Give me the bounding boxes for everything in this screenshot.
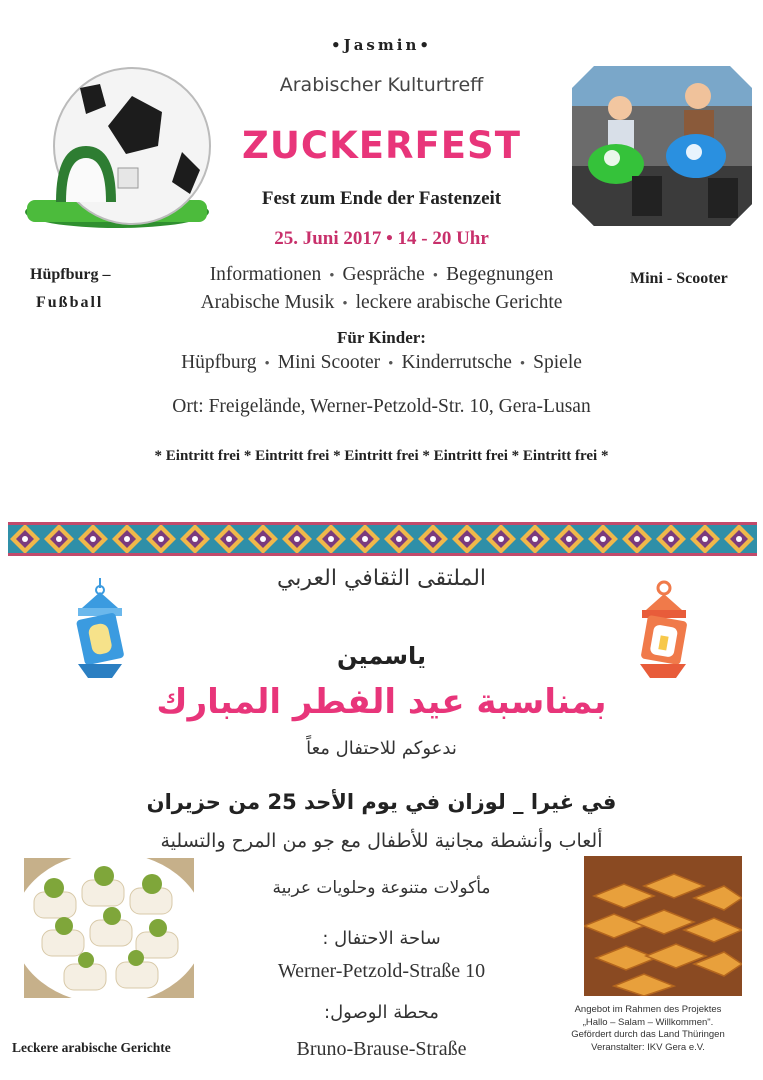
credit-line: Gefördert durch das Land Thüringen	[571, 1029, 725, 1040]
ornament-border-strip	[8, 522, 757, 556]
location-line: Ort: Freigelände, Werner-Petzold-Str. 10, Gera-Lusan	[172, 396, 591, 417]
program-item: Arabische Musik	[200, 292, 335, 313]
arabic-food: مأكولات متنوعة وحلويات عربية	[272, 878, 491, 898]
caption-bottom-left: Leckere arabische Gerichte	[12, 1040, 171, 1055]
program-item: Begegnungen	[446, 264, 554, 285]
event-title: ZUCKERFEST	[242, 124, 521, 167]
arabic-date-place: في غيرا _ لوزان في يوم الأحد 25 من حزيران	[146, 790, 617, 814]
kids-item: Spiele	[533, 352, 582, 373]
credit-line: Angebot im Rahmen des Projektes	[574, 1004, 722, 1015]
project-credit	[548, 1004, 748, 1054]
program-item: Informationen	[209, 264, 322, 285]
free-entry-line: * Eintritt frei * Eintritt frei * Eintritt frei * Eintritt frei * Eintritt frei *	[154, 448, 609, 464]
kids-item: Hüpfburg	[181, 352, 257, 373]
baklava-tray-photo	[584, 856, 742, 996]
arabic-station-label: محطة الوصول:	[324, 1002, 439, 1023]
caption-left-line2: Fußball	[36, 294, 104, 311]
kids-activities	[0, 352, 763, 374]
bullet-separator: •	[519, 356, 526, 372]
program-line-2	[0, 292, 763, 314]
tagline: Fest zum Ende der Fastenzeit	[261, 188, 502, 209]
arabic-invitation: ندعوكم للاحتفال معاً	[306, 738, 457, 759]
bullet-separator: •	[342, 296, 348, 312]
bullet-separator: •	[329, 268, 335, 284]
arabic-jasmin: ياسمين	[336, 642, 427, 670]
credit-line: „Hallo – Salam – Willkommen".	[582, 1016, 714, 1028]
caption-right: Mini - Scooter	[630, 270, 728, 287]
bullet-separator: •	[388, 356, 394, 372]
kids-item: Kinderrutsche	[401, 352, 512, 373]
kids-heading: Für Kinder:	[337, 328, 426, 347]
bullet-separator: •	[264, 356, 270, 372]
brand-name: •Jasmin•	[331, 36, 432, 54]
program-item: Gespräche	[342, 264, 425, 285]
bullet-separator: •	[432, 268, 439, 284]
mini-scooter-photo	[572, 66, 752, 226]
venue-street: Werner-Petzold-Straße 10	[277, 960, 486, 982]
event-date: 25. Juni 2017 • 14 - 20 Uhr	[274, 228, 489, 249]
arabic-venue-label: ساحة الاحتفال :	[322, 928, 441, 949]
pastry-plate-photo	[24, 858, 194, 998]
arabic-cultural-meeting: الملتقى الثقافي العربي	[276, 566, 487, 591]
subtitle: Arabischer Kulturtreff	[279, 74, 484, 96]
station-street: Bruno-Brause-Straße	[296, 1038, 467, 1060]
bouncy-castle-football-image	[22, 62, 212, 232]
program-item: leckere arabische Gerichte	[355, 292, 563, 313]
caption-left-line1: Hüpfburg –	[30, 266, 111, 283]
credit-line: Veranstalter: IKV Gera e.V.	[591, 1041, 705, 1053]
arabic-eid-title: بمناسبة عيد الفطر المبارك	[156, 682, 607, 722]
kids-item: Mini Scooter	[277, 352, 381, 373]
arabic-activities: ألعاب وأنشطة مجانية للأطفال مع جو من المرح والتسلية	[160, 830, 603, 852]
program-line-1	[0, 264, 763, 286]
